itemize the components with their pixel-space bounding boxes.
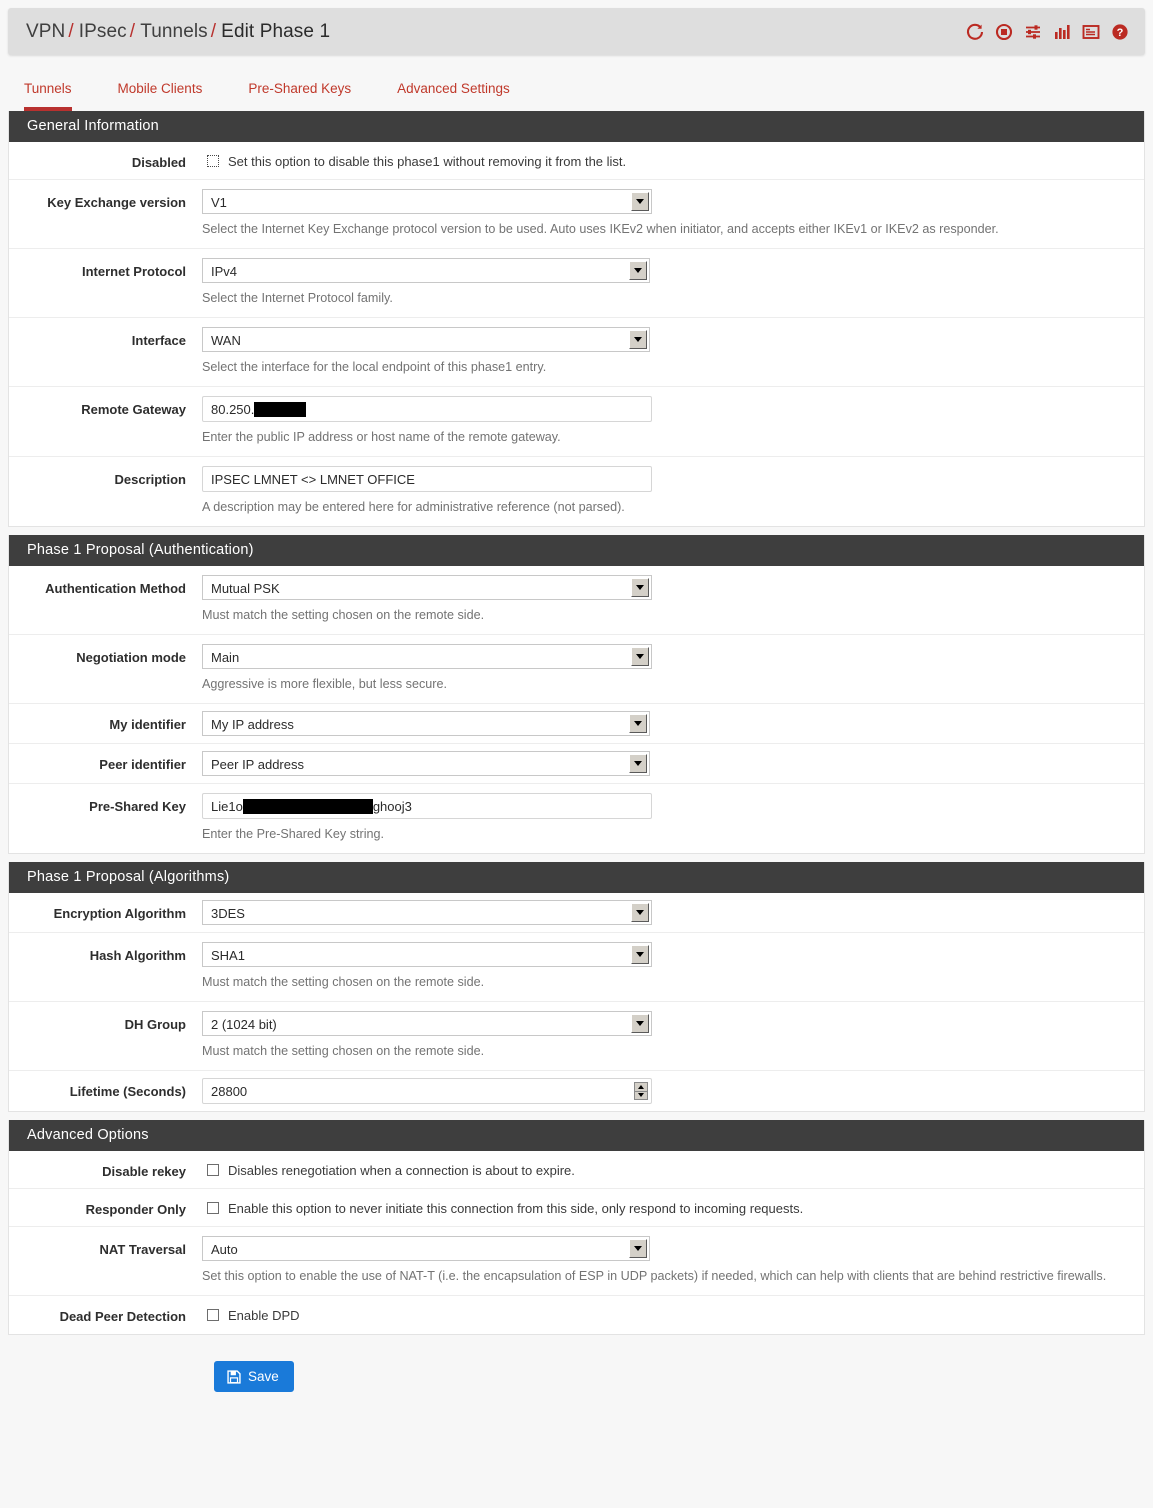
chevron-down-icon[interactable] xyxy=(629,261,647,280)
panel-title-general-information: General Information xyxy=(9,111,1144,142)
chevron-down-icon[interactable] xyxy=(629,754,647,773)
label-my-identifier: My identifier xyxy=(109,717,186,732)
field-row-disabled xyxy=(9,142,1144,180)
label-key-exchange-version: Key Exchange version xyxy=(47,195,186,210)
help-hash-algorithm: Must match the setting chosen on the remote side. xyxy=(202,975,485,989)
panel-phase1-algorithms xyxy=(8,862,1145,1112)
internet-protocol-select[interactable] xyxy=(202,258,650,283)
responder-only-checkbox[interactable] xyxy=(207,1202,219,1214)
panel-body-general-information xyxy=(9,142,1144,526)
panel-body-phase1-algorithms xyxy=(9,893,1144,1111)
field-row-description xyxy=(9,457,1144,526)
help-negotiation-mode: Aggressive is more flexible, but less secure. xyxy=(202,677,447,691)
panel-title-advanced-options: Advanced Options xyxy=(9,1120,1144,1151)
help-description: A description may be entered here for administrative reference (not parsed). xyxy=(202,500,625,514)
label-disable-rekey: Disable rekey xyxy=(102,1164,186,1179)
nat-traversal-value: Auto xyxy=(211,1242,238,1257)
internet-protocol-value: IPv4 xyxy=(211,264,238,279)
help-nat-traversal: Set this option to enable the use of NAT-T (i.e. the encapsulation of ESP in UDP packets) if needed, which can help with clients that are behind restrictive firewalls. xyxy=(202,1269,1107,1283)
nat-traversal-select[interactable] xyxy=(202,1236,650,1261)
logs-icon[interactable] xyxy=(1082,23,1100,41)
encryption-algorithm-select[interactable] xyxy=(202,900,652,925)
pre-shared-key-suffix: ghooj3 xyxy=(372,799,412,814)
field-row-peer-identifier xyxy=(9,744,1144,784)
field-row-dead-peer-detection xyxy=(9,1296,1144,1334)
peer-identifier-value: Peer IP address xyxy=(211,757,304,772)
panel-title-phase1-algorithms: Phase 1 Proposal (Algorithms) xyxy=(9,862,1144,893)
pre-shared-key-prefix: Lie1o xyxy=(211,799,243,814)
chevron-down-icon[interactable] xyxy=(631,903,649,922)
label-peer-identifier: Peer identifier xyxy=(99,757,186,772)
interface-value: WAN xyxy=(211,333,241,348)
lifetime-input[interactable]: 28800 xyxy=(202,1078,652,1104)
stepper-up[interactable] xyxy=(635,1083,647,1092)
dh-group-value: 2 (1024 bit) xyxy=(211,1017,277,1032)
field-row-encryption-algorithm xyxy=(9,893,1144,933)
pre-shared-key-input[interactable] xyxy=(202,793,652,819)
label-hash-algorithm: Hash Algorithm xyxy=(89,948,186,963)
label-disabled: Disabled xyxy=(131,155,186,170)
panel-body-advanced-options xyxy=(9,1151,1144,1334)
label-interface: Interface xyxy=(131,333,186,348)
panel-general-information xyxy=(8,111,1145,527)
disable-rekey-checkbox-label: Disables renegotiation when a connection is about to expire. xyxy=(228,1163,575,1178)
redaction-block xyxy=(243,799,373,814)
field-row-nat-traversal xyxy=(9,1227,1144,1296)
filter-sliders-icon[interactable] xyxy=(1024,23,1042,41)
help-remote-gateway: Enter the public IP address or host name of the remote gateway. xyxy=(202,430,561,444)
label-pre-shared-key: Pre-Shared Key xyxy=(89,799,186,814)
help-pre-shared-key: Enter the Pre-Shared Key string. xyxy=(202,827,385,841)
stepper-down[interactable] xyxy=(635,1092,647,1100)
field-row-lifetime xyxy=(9,1071,1144,1111)
dh-group-select[interactable] xyxy=(202,1011,652,1036)
tab-mobile-clients[interactable]: Mobile Clients xyxy=(117,81,203,96)
help-icon[interactable] xyxy=(1111,23,1129,41)
breadcrumb-item-edit-phase-1: Edit Phase 1 xyxy=(221,20,331,42)
chevron-down-icon[interactable] xyxy=(631,192,649,211)
help-internet-protocol: Select the Internet Protocol family. xyxy=(202,291,393,305)
panel-advanced-options xyxy=(8,1120,1145,1335)
label-internet-protocol: Internet Protocol xyxy=(81,264,186,279)
remote-gateway-input[interactable] xyxy=(202,396,652,422)
redaction-block xyxy=(254,402,306,417)
label-authentication-method: Authentication Method xyxy=(45,581,186,596)
description-input[interactable]: IPSEC LMNET <> LMNET OFFICE xyxy=(202,466,652,492)
breadcrumb-separator: / xyxy=(129,20,136,42)
lifetime-stepper[interactable] xyxy=(202,1078,652,1104)
field-row-negotiation-mode xyxy=(9,635,1144,704)
key-exchange-version-select[interactable] xyxy=(202,189,652,214)
key-exchange-version-value: V1 xyxy=(211,195,227,210)
field-row-interface xyxy=(9,318,1144,387)
help-authentication-method: Must match the setting chosen on the remote side. xyxy=(202,608,485,622)
breadcrumb-separator: / xyxy=(210,20,217,42)
field-row-hash-algorithm xyxy=(9,933,1144,1002)
chevron-down-icon[interactable] xyxy=(631,1014,649,1033)
label-lifetime: Lifetime (Seconds) xyxy=(69,1084,186,1099)
authentication-method-select[interactable] xyxy=(202,575,652,600)
field-row-disable-rekey xyxy=(9,1151,1144,1189)
peer-identifier-select[interactable] xyxy=(202,751,650,776)
help-interface: Select the interface for the local endpoint of this phase1 entry. xyxy=(202,360,547,374)
chevron-down-icon[interactable] xyxy=(629,330,647,349)
breadcrumb-separator: / xyxy=(68,20,74,42)
tab-pre-shared-keys[interactable]: Pre-Shared Keys xyxy=(248,81,352,96)
label-encryption-algorithm: Encryption Algorithm xyxy=(53,906,186,921)
field-row-key-exchange-version xyxy=(9,180,1144,249)
help-key-exchange-version: Select the Internet Key Exchange protocol version to be used. Auto uses IKEv2 when initiator, and accepts either IKEv1 or IKEv2 as responder. xyxy=(202,222,999,236)
chevron-down-icon[interactable] xyxy=(629,714,647,733)
field-row-dh-group xyxy=(9,1002,1144,1071)
svg-text:?: ? xyxy=(1116,26,1124,39)
label-dh-group: DH Group xyxy=(124,1017,186,1032)
label-dead-peer-detection: Dead Peer Detection xyxy=(59,1309,186,1324)
negotiation-mode-value: Main xyxy=(211,650,240,665)
panel-title-phase1-authentication: Phase 1 Proposal (Authentication) xyxy=(9,535,1144,566)
restart-service-icon[interactable] xyxy=(966,23,984,41)
panel-phase1-authentication xyxy=(8,535,1145,854)
authentication-method-value: Mutual PSK xyxy=(211,581,280,596)
tab-tunnels[interactable]: Tunnels xyxy=(24,81,72,111)
stop-service-icon[interactable] xyxy=(995,23,1013,41)
enable-dpd-checkbox-label: Enable DPD xyxy=(228,1308,300,1323)
disabled-checkbox[interactable] xyxy=(207,155,219,167)
hash-algorithm-select[interactable] xyxy=(202,942,652,967)
disabled-checkbox-label: Set this option to disable this phase1 without removing it from the list. xyxy=(228,154,627,169)
chevron-down-icon[interactable] xyxy=(629,1239,647,1258)
breadcrumb-bar xyxy=(8,8,1145,55)
chevron-down-icon[interactable] xyxy=(631,578,649,597)
form-footer xyxy=(0,1343,1153,1392)
chevron-down-icon[interactable] xyxy=(631,647,649,666)
responder-only-checkbox-label: Enable this option to never initiate this connection from this side, only respond to incoming requests. xyxy=(228,1201,804,1216)
label-negotiation-mode: Negotiation mode xyxy=(76,650,186,665)
enable-dpd-checkbox[interactable] xyxy=(207,1309,219,1321)
field-row-responder-only xyxy=(9,1189,1144,1227)
my-identifier-select[interactable] xyxy=(202,711,650,736)
label-description: Description xyxy=(114,472,186,487)
save-icon xyxy=(227,1370,241,1384)
label-responder-only: Responder Only xyxy=(85,1202,186,1217)
field-row-remote-gateway xyxy=(9,387,1144,457)
help-dh-group: Must match the setting chosen on the remote side. xyxy=(202,1044,485,1058)
breadcrumb-item-vpn[interactable]: VPN xyxy=(26,20,66,42)
encryption-algorithm-value: 3DES xyxy=(211,906,245,921)
label-nat-traversal: NAT Traversal xyxy=(99,1242,186,1257)
label-remote-gateway: Remote Gateway xyxy=(81,402,186,417)
header-icon-group xyxy=(966,23,1129,41)
save-button[interactable] xyxy=(214,1361,294,1392)
field-row-internet-protocol xyxy=(9,249,1144,318)
interface-select[interactable] xyxy=(202,327,650,352)
remote-gateway-value: 80.250. xyxy=(211,402,255,417)
status-graph-icon[interactable] xyxy=(1053,23,1071,41)
panel-body-phase1-authentication xyxy=(9,566,1144,853)
field-row-pre-shared-key xyxy=(9,784,1144,853)
field-row-my-identifier xyxy=(9,704,1144,744)
disable-rekey-checkbox[interactable] xyxy=(207,1164,219,1176)
breadcrumb xyxy=(26,21,330,43)
save-button-label: Save xyxy=(248,1369,279,1384)
hash-algorithm-value: SHA1 xyxy=(211,948,245,963)
negotiation-mode-select[interactable] xyxy=(202,644,652,669)
tab-bar xyxy=(0,55,1153,111)
tab-advanced-settings[interactable]: Advanced Settings xyxy=(397,81,510,96)
chevron-down-icon[interactable] xyxy=(631,945,649,964)
my-identifier-value: My IP address xyxy=(211,717,294,732)
breadcrumb-item-tunnels[interactable]: Tunnels xyxy=(140,20,208,42)
breadcrumb-item-ipsec[interactable]: IPsec xyxy=(78,20,127,42)
stepper-arrows[interactable] xyxy=(634,1082,648,1100)
field-row-authentication-method xyxy=(9,566,1144,635)
